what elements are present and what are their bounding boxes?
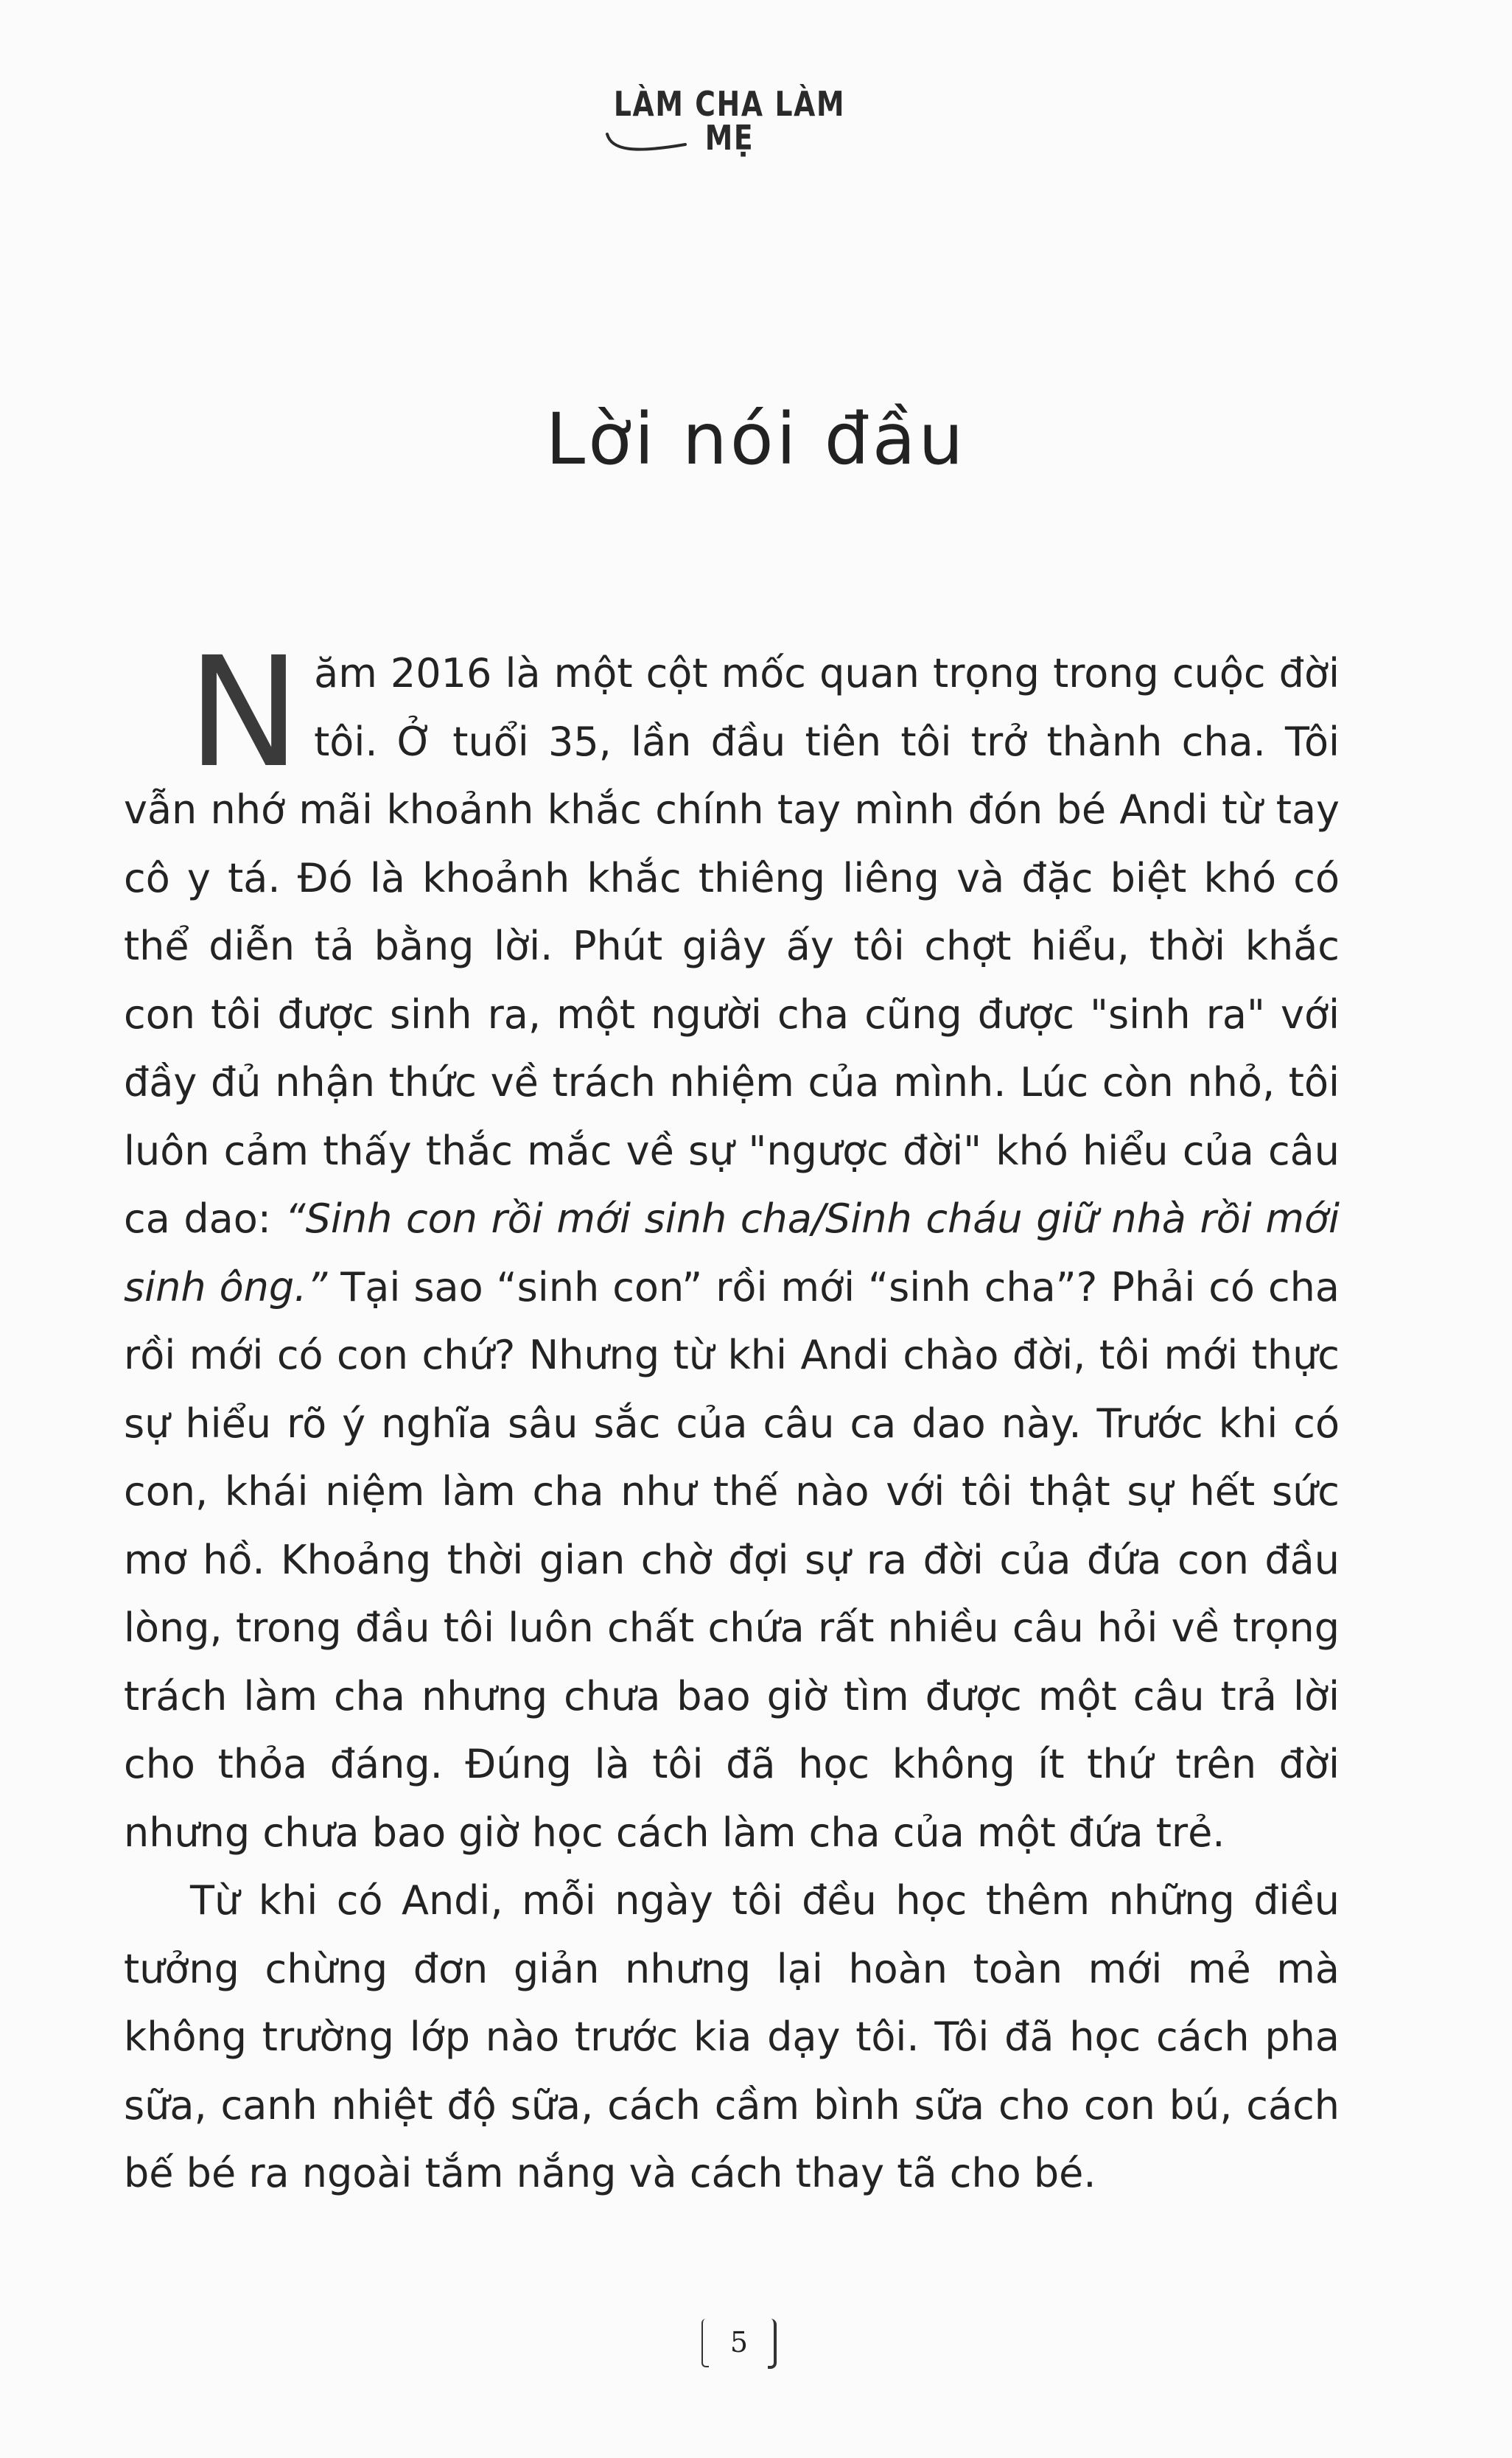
paragraph-1-text-a: ăm 2016 là một cột mốc quan trọng trong cuộc đời tôi. Ở tuổi 35, lần đầu tiên tôi trở thành cha. Tôi vẫn nhớ mãi khoảnh khắc chính tay mình đón bé Andi từ tay cô y tá. Đó là khoảnh khắc thiêng liêng và đặc biệt khó có thể diễn tả bằng lời. Phút giây ấy tôi chợt hiểu, thời khắc con tôi được sinh ra, một người cha cũng được "sinh ra" với đầy đủ nhận thức về trách nhiệm của mình. Lúc còn nhỏ, tôi luôn cảm thấy thắc mắc về sự "ngược đời" khó hiểu của câu ca dao: (124, 650, 1340, 1242)
paragraph-2: Từ khi có Andi, mỗi ngày tôi đều học thêm những điều tưởng chừng đơn giản nhưng lại hoàn toàn mới mẻ mà không trường lớp nào trước kia dạy tôi. Tôi đã học cách pha sữa, canh nhiệt độ sữa, cách cầm bình sữa cho con bú, cách bế bé ra ngoài tắm nắng và cách thay tã cho bé. (124, 1877, 1340, 2196)
paragraph-1 (124, 624, 1340, 1867)
body-text (124, 624, 1340, 2208)
page-number-bracket-left (701, 2319, 709, 2367)
running-header-title: LÀM CHA LÀM MẸ (613, 84, 846, 158)
page-number (696, 2314, 783, 2370)
header-flourish-icon (604, 128, 693, 158)
running-header (575, 84, 884, 158)
chapter-title: Lời nói đầu (545, 398, 967, 481)
paragraph-1-text-b: Tại sao “sinh con” rồi mới “sinh cha”? Phải có cha rồi mới có con chứ? Nhưng từ khi Andi chào đời, tôi mới thực sự hiểu rõ ý nghĩa sâu sắc của câu ca dao này. Trước khi có con, khái niệm làm cha như thế nào với tôi thật sự hết sức mơ hồ. Khoảng thời gian chờ đợi sự ra đời của đứa con đầu lòng, trong đầu tôi luôn chất chứa rất nhiều câu hỏi về trọng trách làm cha nhưng chưa bao giờ tìm được một câu trả lời cho thỏa đáng. Đúng là tôi đã học không ít thứ trên đời nhưng chưa bao giờ học cách làm cha của một đứa trẻ. (124, 1263, 1340, 1856)
page-number-bracket-right (768, 2319, 777, 2369)
ca-dao-quote: “Sinh con rồi mới sinh cha/Sinh cháu giữ nhà rồi mới sinh ông.” (124, 1195, 1340, 1310)
drop-cap: N (187, 624, 301, 801)
page-number-value: 5 (729, 2326, 749, 2359)
